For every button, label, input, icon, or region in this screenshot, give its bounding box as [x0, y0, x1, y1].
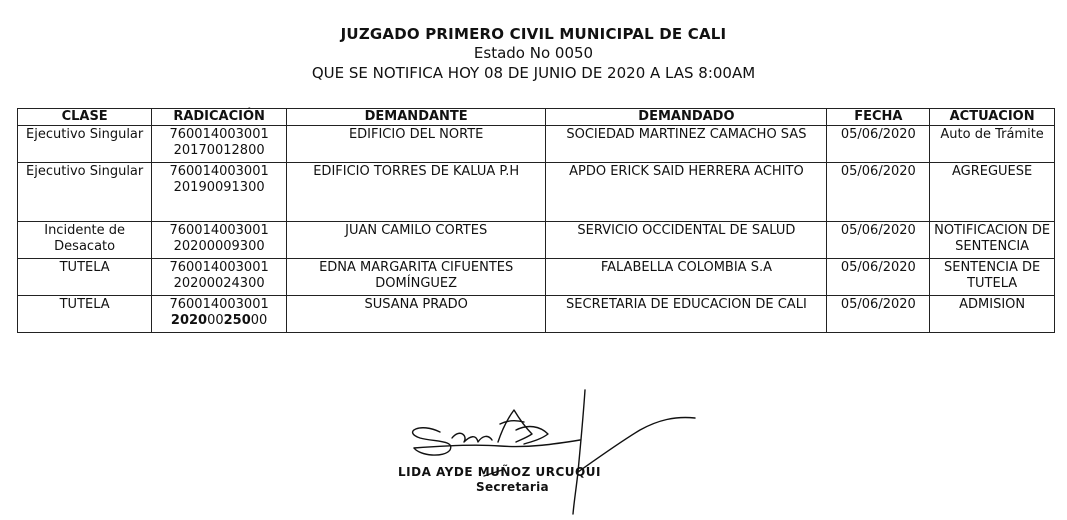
cell-fecha: 05/06/2020 — [827, 163, 930, 222]
radicacion-prefix: 760014003001 — [169, 223, 269, 238]
table-row — [18, 163, 1055, 222]
cell-fecha: 05/06/2020 — [827, 296, 930, 333]
cell-demandante: EDNA MARGARITA CIFUENTES DOMÍNGUEZ — [286, 259, 545, 296]
cell-demandado: SERVICIO OCCIDENTAL DE SALUD — [546, 222, 827, 259]
cell-radicacion — [152, 222, 287, 259]
cell-radicacion — [152, 126, 287, 163]
cell-fecha: 05/06/2020 — [827, 222, 930, 259]
radicacion-part-year: 2020 — [170, 313, 208, 328]
signer-name: LIDA AYDE MUÑOZ URCUQUI — [398, 465, 601, 479]
cell-actuacion: Auto de Trámite — [930, 126, 1055, 163]
cell-demandante: EDIFICIO TORRES DE KALUA P.H — [286, 163, 545, 222]
table-row — [18, 222, 1055, 259]
cell-demandado: APDO ERICK SAID HERRERA ACHITO — [546, 163, 827, 222]
header-demandante: DEMANDANTE — [286, 109, 545, 126]
cell-actuacion: SENTENCIA DE TUTELA — [930, 259, 1055, 296]
court-title: JUZGADO PRIMERO CIVIL MUNICIPAL DE CALI — [340, 25, 727, 43]
table-header-row — [18, 109, 1055, 126]
radicacion-part-b: 00 — [250, 313, 268, 328]
cell-fecha: 05/06/2020 — [827, 259, 930, 296]
signer-role: Secretaria — [476, 480, 549, 494]
document-header — [0, 24, 1067, 83]
header-demandado: DEMANDADO — [546, 109, 827, 126]
cell-clase: TUTELA — [18, 259, 152, 296]
cell-clase: Incidente de Desacato — [18, 222, 152, 259]
cell-demandado: FALABELLA COLOMBIA S.A — [546, 259, 827, 296]
cell-demandante: JUAN CAMILO CORTES — [286, 222, 545, 259]
notification-notice: QUE SE NOTIFICA HOY 08 DE JUNIO DE 2020 A LAS 8:00AM — [311, 64, 756, 82]
radicacion-suffix: 20200009300 — [173, 239, 265, 254]
header-actuacion: ACTUACION — [930, 109, 1055, 126]
header-radicacion: RADICACIÓN — [152, 109, 287, 126]
table-row — [18, 296, 1055, 333]
signature-block — [380, 380, 720, 515]
cell-clase: TUTELA — [18, 296, 152, 333]
table-row — [18, 259, 1055, 296]
radicacion-prefix: 760014003001 — [169, 127, 269, 142]
radicacion-part-number: 250 — [223, 313, 251, 328]
cell-actuacion: NOTIFICACION DE SENTENCIA — [930, 222, 1055, 259]
radicacion-prefix: 760014003001 — [169, 260, 269, 275]
header-fecha: FECHA — [827, 109, 930, 126]
cell-demandante: EDIFICIO DEL NORTE — [286, 126, 545, 163]
radicacion-suffix: 20200024300 — [173, 276, 265, 291]
radicacion-prefix: 760014003001 — [169, 297, 269, 312]
estado-table — [17, 108, 1055, 333]
cell-actuacion: AGREGUESE — [930, 163, 1055, 222]
cell-radicacion — [152, 296, 287, 333]
cell-clase: Ejecutivo Singular — [18, 126, 152, 163]
radicacion-suffix: 20170012800 — [173, 143, 265, 158]
cell-clase: Ejecutivo Singular — [18, 163, 152, 222]
cell-actuacion: ADMISION — [930, 296, 1055, 333]
radicacion-suffix: 20190091300 — [173, 180, 265, 195]
cell-demandado: SECRETARIA DE EDUCACION DE CALI — [546, 296, 827, 333]
cell-demandado: SOCIEDAD MARTINEZ CAMACHO SAS — [546, 126, 827, 163]
radicacion-prefix: 760014003001 — [169, 164, 269, 179]
cell-radicacion — [152, 259, 287, 296]
cell-fecha: 05/06/2020 — [827, 126, 930, 163]
radicacion-part-a: 00 — [207, 313, 224, 328]
estado-number: Estado No 0050 — [473, 44, 594, 62]
table-row — [18, 126, 1055, 163]
header-clase: CLASE — [18, 109, 152, 126]
handwritten-signature — [380, 380, 720, 515]
cell-demandante: SUSANA PRADO — [286, 296, 545, 333]
cell-radicacion — [152, 163, 287, 222]
radicacion-suffix — [155, 313, 283, 329]
